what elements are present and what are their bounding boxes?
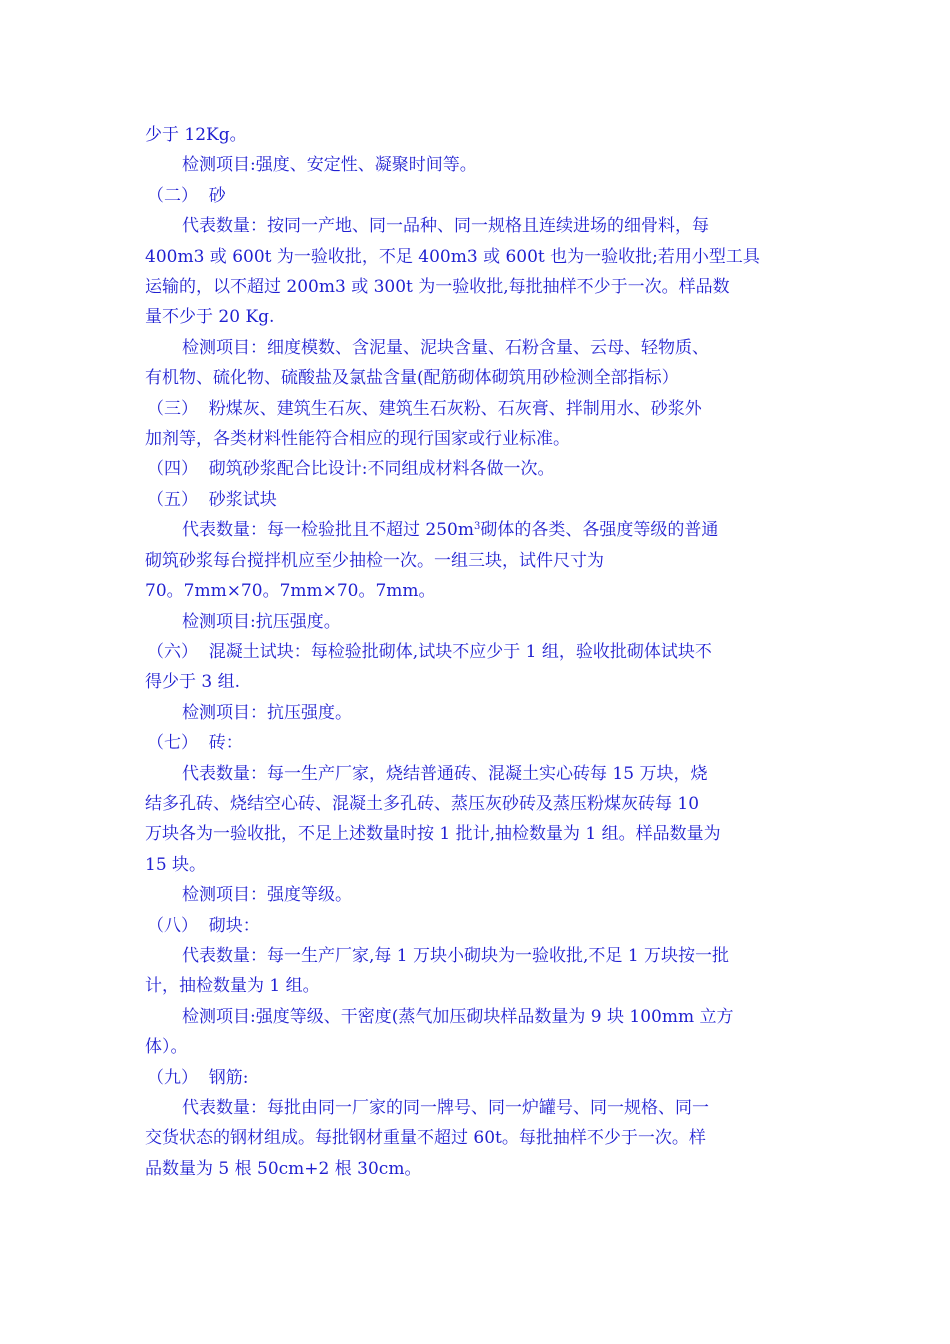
section-heading-mortar-blocks: （五） 砂浆试块	[147, 489, 277, 510]
inspection-items-bricks: 检测项目：强度等级。	[182, 885, 352, 906]
text-span: 砌体的各类、各强度等级的普通	[480, 520, 719, 541]
inspection-items-concrete: 检测项目：抗压强度。	[182, 702, 352, 723]
superscript: 3	[473, 521, 481, 533]
text-line: 砌筑砂浆每台搅拌机应至少抽检一次。一组三块，试件尺寸为	[145, 550, 604, 571]
document-page	[145, 120, 810, 1184]
text-line: 有机物、硫化物、硫酸盐及氯盐含量(配筋砌体砌筑用砂检测全部指标）	[145, 368, 679, 389]
section-heading-sand: （二） 砂	[147, 185, 226, 206]
text-line: 70。7mm×70。7mm×70。7mm。	[145, 581, 436, 602]
text-line: 结多孔砖、烧结空心砖、混凝土多孔砖、蒸压灰砂砖及蒸压粉煤灰砖每 10	[145, 793, 700, 814]
text-line-with-superscript	[145, 515, 810, 545]
text-line: 15 块。	[145, 854, 207, 875]
section-heading-rebar: （九） 钢筋:	[147, 1067, 249, 1088]
section-heading-admixtures: （三） 粉煤灰、建筑生石灰、建筑生石灰粉、石灰膏、拌制用水、砂浆外	[147, 398, 702, 419]
text-line: 体）。	[145, 1037, 188, 1058]
text-line: 品数量为 5 根 50cm+2 根 30cm。	[145, 1158, 422, 1179]
text-line: 400m3 或 600t 为一验收批，不足 400m3 或 600t 也为一验收批;若用小型工具	[145, 246, 760, 267]
text-line: 代表数量：按同一产地、同一品种、同一规格且连续进场的细骨料，每	[182, 216, 709, 237]
inspection-items-masonry-units: 检测项目:强度等级、干密度(蒸气加压砌块样品数量为 9 块 100mm 立方	[182, 1006, 734, 1027]
text-line: 运输的，以不超过 200m3 或 300t 为一验收批,每批抽样不少于一次。样品数	[145, 277, 730, 298]
text-line: 得少于 3 组.	[145, 672, 241, 693]
text-line: 计，抽检数量为 1 组。	[145, 976, 320, 997]
inspection-items-sand: 检测项目：细度模数、含泥量、泥块含量、石粉含量、云母、轻物质、	[182, 337, 709, 358]
text-line: 代表数量：每一生产厂家,每 1 万块小砌块为一验收批,不足 1 万块按一批	[182, 945, 730, 966]
text-line: 代表数量：每一生产厂家，烧结普通砖、混凝土实心砖每 15 万块，烧	[182, 763, 708, 784]
text-line: 交货状态的钢材组成。每批钢材重量不超过 60t。每批抽样不少于一次。样	[145, 1128, 706, 1149]
section-heading-concrete-blocks: （六） 混凝土试块：每检验批砌体,试块不应少于 1 组，验收批砌体试块不	[147, 641, 712, 662]
section-heading-mix-design: （四） 砌筑砂浆配合比设计:不同组成材料各做一次。	[147, 459, 555, 480]
inspection-items-cement: 检测项目:强度、安定性、凝聚时间等。	[182, 155, 477, 176]
text-line: 加剂等，各类材料性能符合相应的现行国家或行业标准。	[145, 429, 570, 450]
text-span: 代表数量：每一检验批且不超过 250m	[182, 520, 474, 541]
text-line: 量不少于 20 Kg.	[145, 307, 275, 328]
text-line: 万块各为一验收批，不足上述数量时按 1 批计,抽检数量为 1 组。样品数量为	[145, 824, 721, 845]
section-heading-bricks: （七） 砖：	[147, 733, 243, 754]
section-heading-masonry-units: （八） 砌块：	[147, 915, 260, 936]
inspection-items-mortar: 检测项目:抗压强度。	[182, 611, 341, 632]
text-line: 少于 12Kg。	[145, 125, 247, 145]
text-line: 代表数量：每批由同一厂家的同一牌号、同一炉罐号、同一规格、同一	[182, 1098, 709, 1118]
